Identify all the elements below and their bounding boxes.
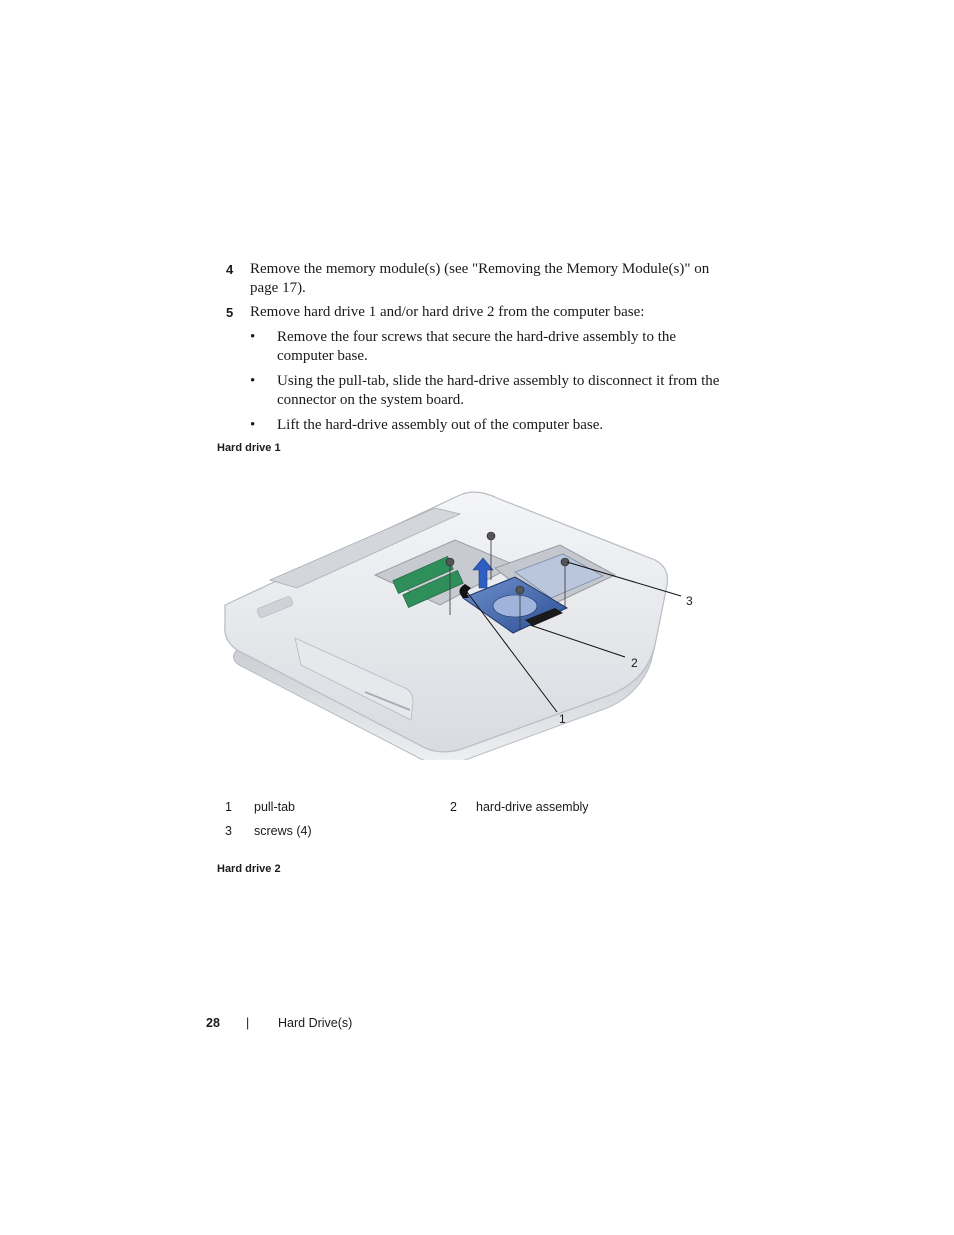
legend-label: screws (4) bbox=[254, 824, 312, 838]
callout-number-2: 2 bbox=[631, 656, 638, 670]
legend-label: hard-drive assembly bbox=[476, 800, 589, 814]
laptop-base bbox=[225, 492, 668, 752]
figure-caption: Hard drive 1 bbox=[217, 442, 281, 454]
laptop-illustration bbox=[215, 480, 705, 760]
bullet-symbol: • bbox=[250, 373, 256, 389]
step-number: 4 bbox=[226, 262, 234, 277]
bullet-text: Lift the hard-drive assembly out of the computer base. bbox=[277, 417, 604, 433]
step-text: Remove hard drive 1 and/or hard drive 2 from the computer base: bbox=[250, 304, 645, 320]
legend-number: 1 bbox=[225, 800, 232, 814]
callout-number-1: 1 bbox=[559, 712, 566, 726]
step-number: 5 bbox=[226, 305, 234, 320]
step-text: Remove the memory module(s) (see "Removing the Memory Module(s)" on page 17). bbox=[250, 261, 710, 296]
footer-chapter-title: Hard Drive(s) bbox=[278, 1016, 353, 1030]
bullet-symbol: • bbox=[250, 417, 256, 433]
legend-number: 2 bbox=[450, 800, 457, 814]
bullet-text: Using the pull-tab, slide the hard-drive assembly to disconnect it from the connector on the system board. bbox=[277, 373, 720, 408]
legend-label: pull-tab bbox=[254, 800, 295, 814]
footer-separator: | bbox=[246, 1016, 250, 1030]
drive-platter bbox=[493, 595, 537, 617]
bullet-symbol: • bbox=[250, 329, 256, 345]
figure-caption: Hard drive 2 bbox=[217, 863, 281, 875]
callout-number-3: 3 bbox=[686, 594, 693, 608]
bullet-text: Remove the four screws that secure the hard-drive assembly to the computer base. bbox=[277, 329, 677, 364]
legend-number: 3 bbox=[225, 824, 232, 838]
page-number: 28 bbox=[206, 1016, 220, 1030]
